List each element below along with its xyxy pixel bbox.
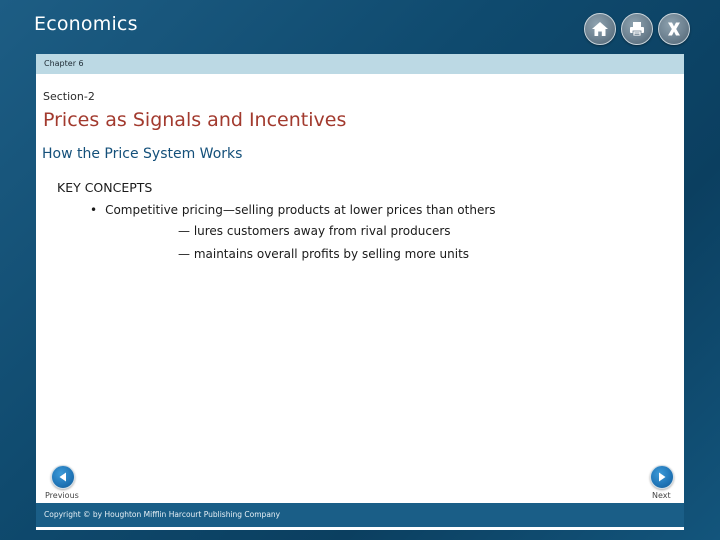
bullet-icon: • — [90, 203, 98, 217]
next-label[interactable]: Next — [652, 491, 671, 500]
previous-label[interactable]: Previous — [45, 491, 79, 500]
arrow-left-icon — [57, 471, 69, 483]
next-button[interactable] — [650, 465, 674, 489]
sub-point: — lures customers away from rival producers — [178, 224, 451, 238]
close-icon — [665, 20, 683, 38]
sub-point: — maintains overall profits by selling more units — [178, 247, 470, 261]
bullet-text: Competitive pricing—selling products at lower prices than others — [105, 203, 496, 217]
app-title: Economics — [34, 13, 138, 35]
footer-bar — [36, 503, 684, 527]
home-button[interactable] — [584, 13, 616, 45]
previous-button[interactable] — [51, 465, 75, 489]
print-button[interactable] — [621, 13, 653, 45]
arrow-right-icon — [656, 471, 668, 483]
print-icon — [628, 20, 646, 38]
home-icon — [591, 20, 609, 38]
top-toolbar — [584, 13, 690, 45]
key-concepts-heading: KEY CONCEPTS — [57, 180, 153, 195]
close-button[interactable] — [658, 13, 690, 45]
page-title: Prices as Signals and Incentives — [43, 109, 347, 131]
bullet-item — [90, 203, 496, 217]
chapter-label: Chapter 6 — [44, 59, 84, 68]
chapter-strip — [36, 54, 684, 74]
section-label: Section-2 — [43, 90, 95, 103]
copyright-text: Copyright © by Houghton Mifflin Harcourt Publishing Company — [44, 510, 281, 519]
slide-panel — [36, 54, 684, 530]
section-subtitle: How the Price System Works — [42, 146, 243, 162]
